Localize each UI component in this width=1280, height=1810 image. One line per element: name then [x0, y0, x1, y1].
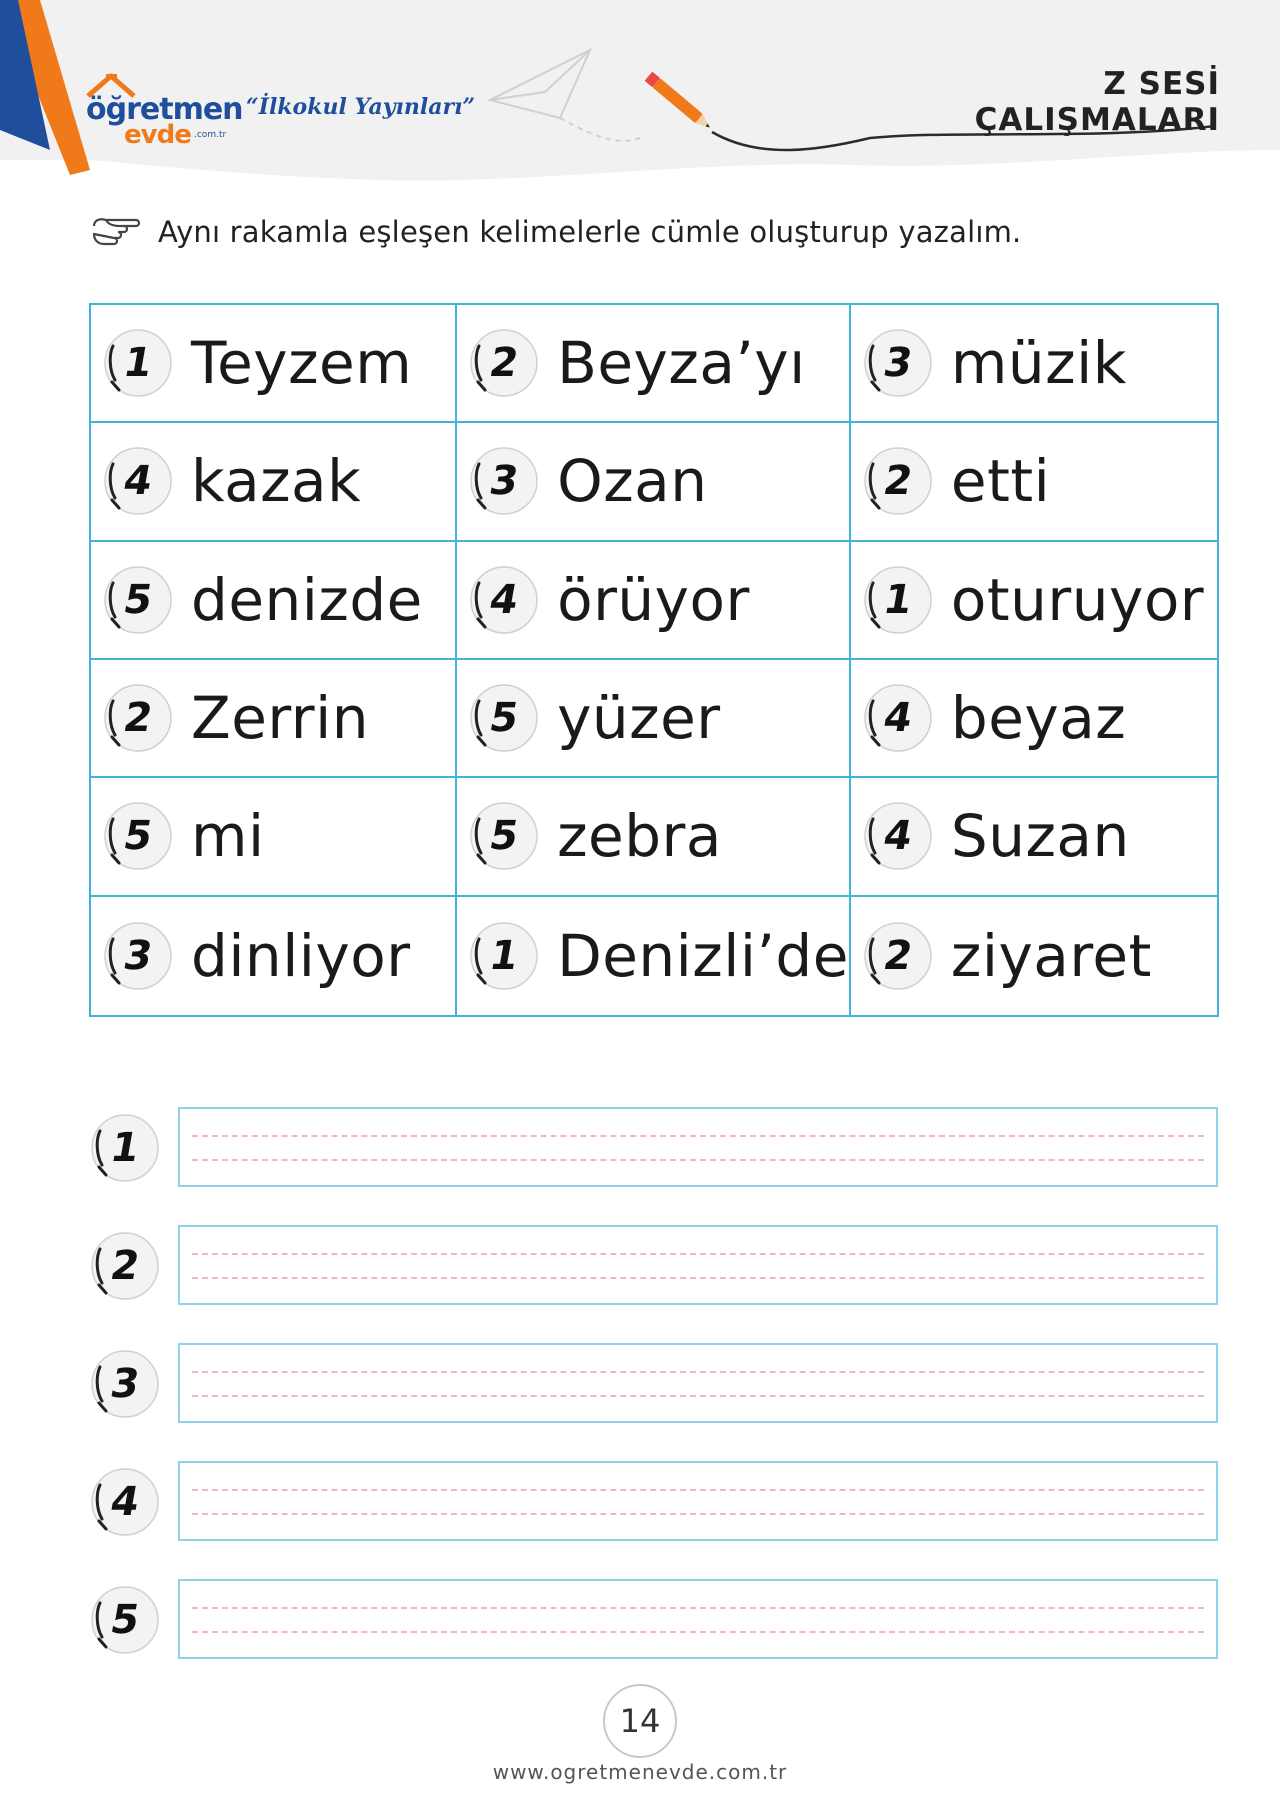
grid-cell: [851, 660, 1217, 778]
grid-word: Denizli’de: [557, 921, 849, 990]
pointing-hand-icon: [90, 212, 142, 252]
guide-line: [192, 1489, 1204, 1491]
grid-word: oturuyor: [950, 565, 1205, 634]
grid-cell: [457, 305, 851, 423]
grid-word: Ozan: [557, 447, 708, 516]
grid-cell: [457, 660, 851, 778]
badge-number: 5: [120, 576, 156, 623]
badge-number: 1: [486, 932, 523, 979]
number-badge: [465, 917, 543, 995]
writing-row: [86, 1343, 1220, 1431]
badge-number: 4: [879, 695, 916, 742]
number-badge: [99, 917, 177, 995]
grid-cell: [851, 423, 1217, 541]
grid-cell: [91, 305, 457, 423]
grid-cell: [457, 423, 851, 541]
badge-number: 3: [486, 458, 523, 505]
badge-number: 2: [120, 695, 156, 742]
guide-line: [192, 1607, 1204, 1609]
number-badge: [99, 324, 177, 402]
grid-word: yüzer: [557, 684, 721, 753]
guide-line: [192, 1253, 1204, 1255]
instruction-text: Aynı rakamla eşleşen kelimelerle cümle oluşturup yazalım.: [158, 215, 1022, 249]
badge-number: 4: [107, 1479, 143, 1525]
badge-number: 2: [107, 1243, 143, 1289]
guide-line: [192, 1159, 1204, 1161]
grid-word: dinliyor: [191, 921, 411, 990]
writing-row: [86, 1579, 1220, 1667]
grid-word: kazak: [191, 447, 362, 516]
badge-number: 5: [107, 1597, 143, 1643]
badge-number: 4: [486, 576, 523, 623]
writing-line-box[interactable]: [178, 1343, 1218, 1423]
grid-cell: [851, 778, 1217, 896]
grid-word: etti: [950, 447, 1051, 516]
grid-cell: [851, 305, 1217, 423]
grid-cell: [91, 778, 457, 896]
badge-number: 2: [879, 458, 916, 505]
badge-number: 3: [107, 1361, 143, 1407]
badge-number: 4: [120, 458, 156, 505]
number-badge: [99, 797, 177, 875]
number-badge: [859, 797, 937, 875]
badge-number: 1: [879, 576, 916, 623]
badge-number: 1: [107, 1125, 143, 1171]
writing-row: [86, 1225, 1220, 1313]
guide-line: [192, 1395, 1204, 1397]
grid-word: Suzan: [950, 802, 1130, 871]
grid-word: Teyzem: [191, 329, 413, 398]
brand: [86, 72, 475, 150]
writing-row: [86, 1461, 1220, 1549]
page-title: Z SESİ ÇALIŞMALARI: [974, 66, 1220, 138]
grid-cell: [457, 542, 851, 660]
number-badge: [859, 917, 937, 995]
number-badge: [859, 679, 937, 757]
guide-line: [192, 1277, 1204, 1279]
brand-tagline: “İlkokul Yayınları”: [246, 94, 476, 120]
number-badge: [859, 561, 937, 639]
grid-cell: [457, 897, 851, 1015]
writing-line-box[interactable]: [178, 1107, 1218, 1187]
instruction: [90, 212, 1021, 252]
guide-line: [192, 1631, 1204, 1633]
grid-word: zebra: [557, 802, 722, 871]
brand-domain: .com.tr: [194, 130, 227, 140]
number-badge: [859, 442, 937, 520]
guide-line: [192, 1135, 1204, 1137]
badge-number: 4: [879, 813, 916, 860]
badge-number: 5: [120, 813, 156, 860]
brand-logo: [86, 72, 243, 150]
number-badge: [465, 442, 543, 520]
brand-name: öğretmen: [86, 92, 243, 127]
number-badge: [86, 1227, 164, 1305]
badge-number: 3: [120, 932, 156, 979]
grid-word: mi: [191, 802, 265, 871]
grid-cell: [91, 897, 457, 1015]
number-badge: [99, 561, 177, 639]
number-badge: [465, 324, 543, 402]
number-badge: [465, 797, 543, 875]
number-badge: [86, 1581, 164, 1659]
footer-url: www.ogretmenevde.com.tr: [492, 1760, 788, 1784]
badge-number: 5: [486, 813, 523, 860]
grid-word: denizde: [191, 565, 423, 634]
grid-cell: [457, 778, 851, 896]
number-badge: [465, 561, 543, 639]
writing-line-box[interactable]: [178, 1461, 1218, 1541]
writing-line-box[interactable]: [178, 1225, 1218, 1305]
badge-number: 2: [879, 932, 916, 979]
grid-word: müzik: [950, 329, 1127, 398]
header-band: [0, 0, 1280, 185]
grid-cell: [91, 660, 457, 778]
word-grid: [89, 303, 1219, 1017]
grid-cell: [91, 423, 457, 541]
badge-number: 5: [486, 695, 523, 742]
grid-word: ziyaret: [950, 921, 1152, 990]
number-badge: [859, 324, 937, 402]
guide-line: [192, 1371, 1204, 1373]
grid-word: Zerrin: [191, 684, 369, 753]
guide-line: [192, 1513, 1204, 1515]
number-badge: [86, 1463, 164, 1541]
grid-cell: [851, 897, 1217, 1015]
number-badge: [99, 679, 177, 757]
writing-line-box[interactable]: [178, 1579, 1218, 1659]
number-badge: [99, 442, 177, 520]
number-badge: [86, 1345, 164, 1423]
grid-word: örüyor: [557, 565, 750, 634]
badge-number: 3: [879, 340, 916, 387]
grid-word: beyaz: [950, 684, 1127, 753]
grid-word: Beyza’yı: [557, 329, 806, 398]
page-number: 14: [603, 1684, 677, 1758]
brand-sub: evde: [124, 120, 191, 150]
badge-number: 2: [486, 340, 523, 387]
grid-cell: [851, 542, 1217, 660]
badge-number: 1: [120, 340, 156, 387]
grid-cell: [91, 542, 457, 660]
number-badge: [465, 679, 543, 757]
writing-row: [86, 1107, 1220, 1195]
number-badge: [86, 1109, 164, 1187]
